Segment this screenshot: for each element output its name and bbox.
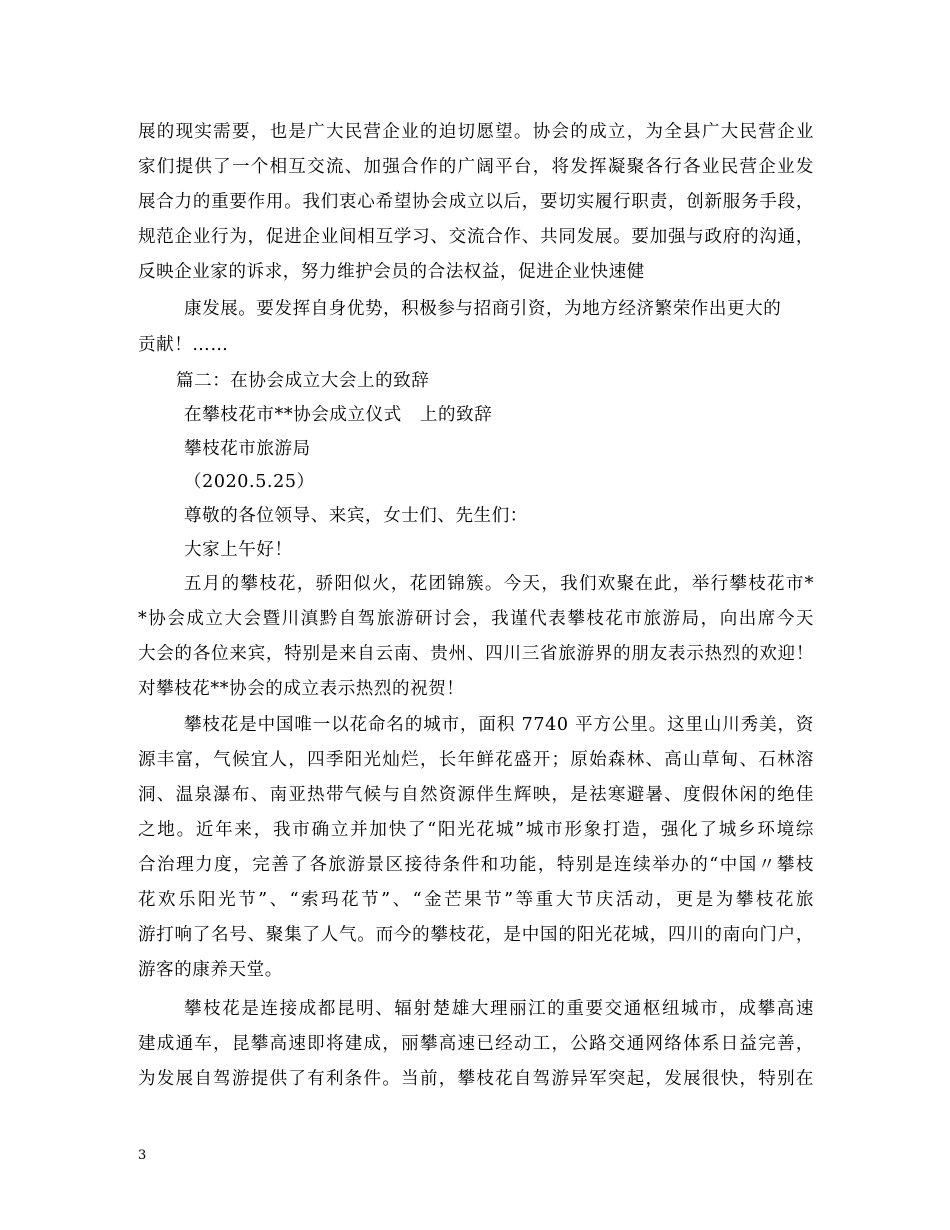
text-line: 花欢乐阳光节”、“索玛花节”、“金芒果节”等重大节庆活动，更是为攀枝花旅 — [138, 890, 814, 910]
speaker-org: 攀枝花市旅游局 — [184, 439, 311, 459]
text-line: 规范企业行为，促进企业间相互学习、交流合作、共同发展。要加强与政府的沟通， — [138, 227, 814, 247]
page-number: 3 — [138, 1148, 147, 1163]
text-line: 反映企业家的诉求，努力维护会员的合法权益，促进企业快速健 — [138, 262, 645, 282]
text-line: 合治理力度，完善了各旅游景区接待条件和功能，特别是连续举办的“中国〃攀枝 — [138, 855, 814, 875]
text-line: *协会成立大会暨川滇黔自驾旅游研讨会，我谨代表攀枝花市旅游局，向出席今天 — [138, 609, 814, 629]
text-line: 攀枝花是中国唯一以花命名的城市，面积 7740 平方公里。这里山川秀美，资 — [184, 715, 814, 735]
text-line: 贡献！…… — [138, 335, 229, 355]
text-line: 建成通车，昆攀高速即将建成，丽攀高速已经动工，公路交通网络体系日益完善， — [138, 1034, 814, 1054]
salutation: 尊敬的各位领导、来宾，女士们、先生们： — [184, 506, 528, 526]
text-line: 对攀枝花**协会的成立表示热烈的祝贺！ — [138, 679, 465, 699]
text-line: 展的现实需要，也是广大民营企业的迫切愿望。协会的成立，为全县广大民营企业 — [138, 122, 814, 142]
text-line: 康发展。要发挥自身优势，积极参与招商引资，为地方经济繁荣作出更大的 — [184, 299, 782, 319]
text-line: 五月的攀枝花，骄阳似火，花团锦簇。今天，我们欢聚在此，举行攀枝花市* — [184, 574, 814, 594]
text-line: 攀枝花是连接成都昆明、辐射楚雄大理丽江的重要交通枢纽城市，成攀高速 — [184, 999, 814, 1019]
text-line: 大会的各位来宾，特别是来自云南、贵州、四川三省旅游界的朋友表示热烈的欢迎！ — [138, 644, 814, 664]
text-line: 源丰富，气候宜人，四季阳光灿烂，长年鲜花盛开；原始森林、高山草甸、石林溶 — [138, 750, 814, 770]
speech-date: （2020.5.25） — [184, 472, 315, 492]
text-line: 洞、温泉瀑布、南亚热带气候与自然资源伴生辉映，是祛寒避暑、度假休闲的绝佳 — [138, 785, 814, 805]
greeting: 大家上午好！ — [184, 540, 293, 560]
text-line: 家们提供了一个相互交流、加强合作的广阔平台，将发挥凝聚各行各业民营企业发 — [138, 157, 814, 177]
text-line: 之地。近年来，我市确立并加快了“阳光花城”城市形象打造，强化了城乡环境综 — [138, 820, 814, 840]
text-line: 为发展自驾游提供了有利条件。当前，攀枝花自驾游异军突起，发展很快，特别在 — [138, 1069, 814, 1089]
text-line: 游客的康养天堂。 — [138, 960, 283, 980]
text-line: 游打响了名号、聚集了人气。而今的攀枝花，是中国的阳光花城，四川的南向门户， — [138, 925, 814, 945]
section-heading: 篇二：在协会成立大会上的致辞 — [176, 371, 430, 391]
speech-title: 在攀枝花市**协会成立仪式 上的致辞 — [184, 405, 493, 425]
text-line: 展合力的重要作用。我们衷心希望协会成立以后，要切实履行职责，创新服务手段， — [138, 192, 814, 212]
